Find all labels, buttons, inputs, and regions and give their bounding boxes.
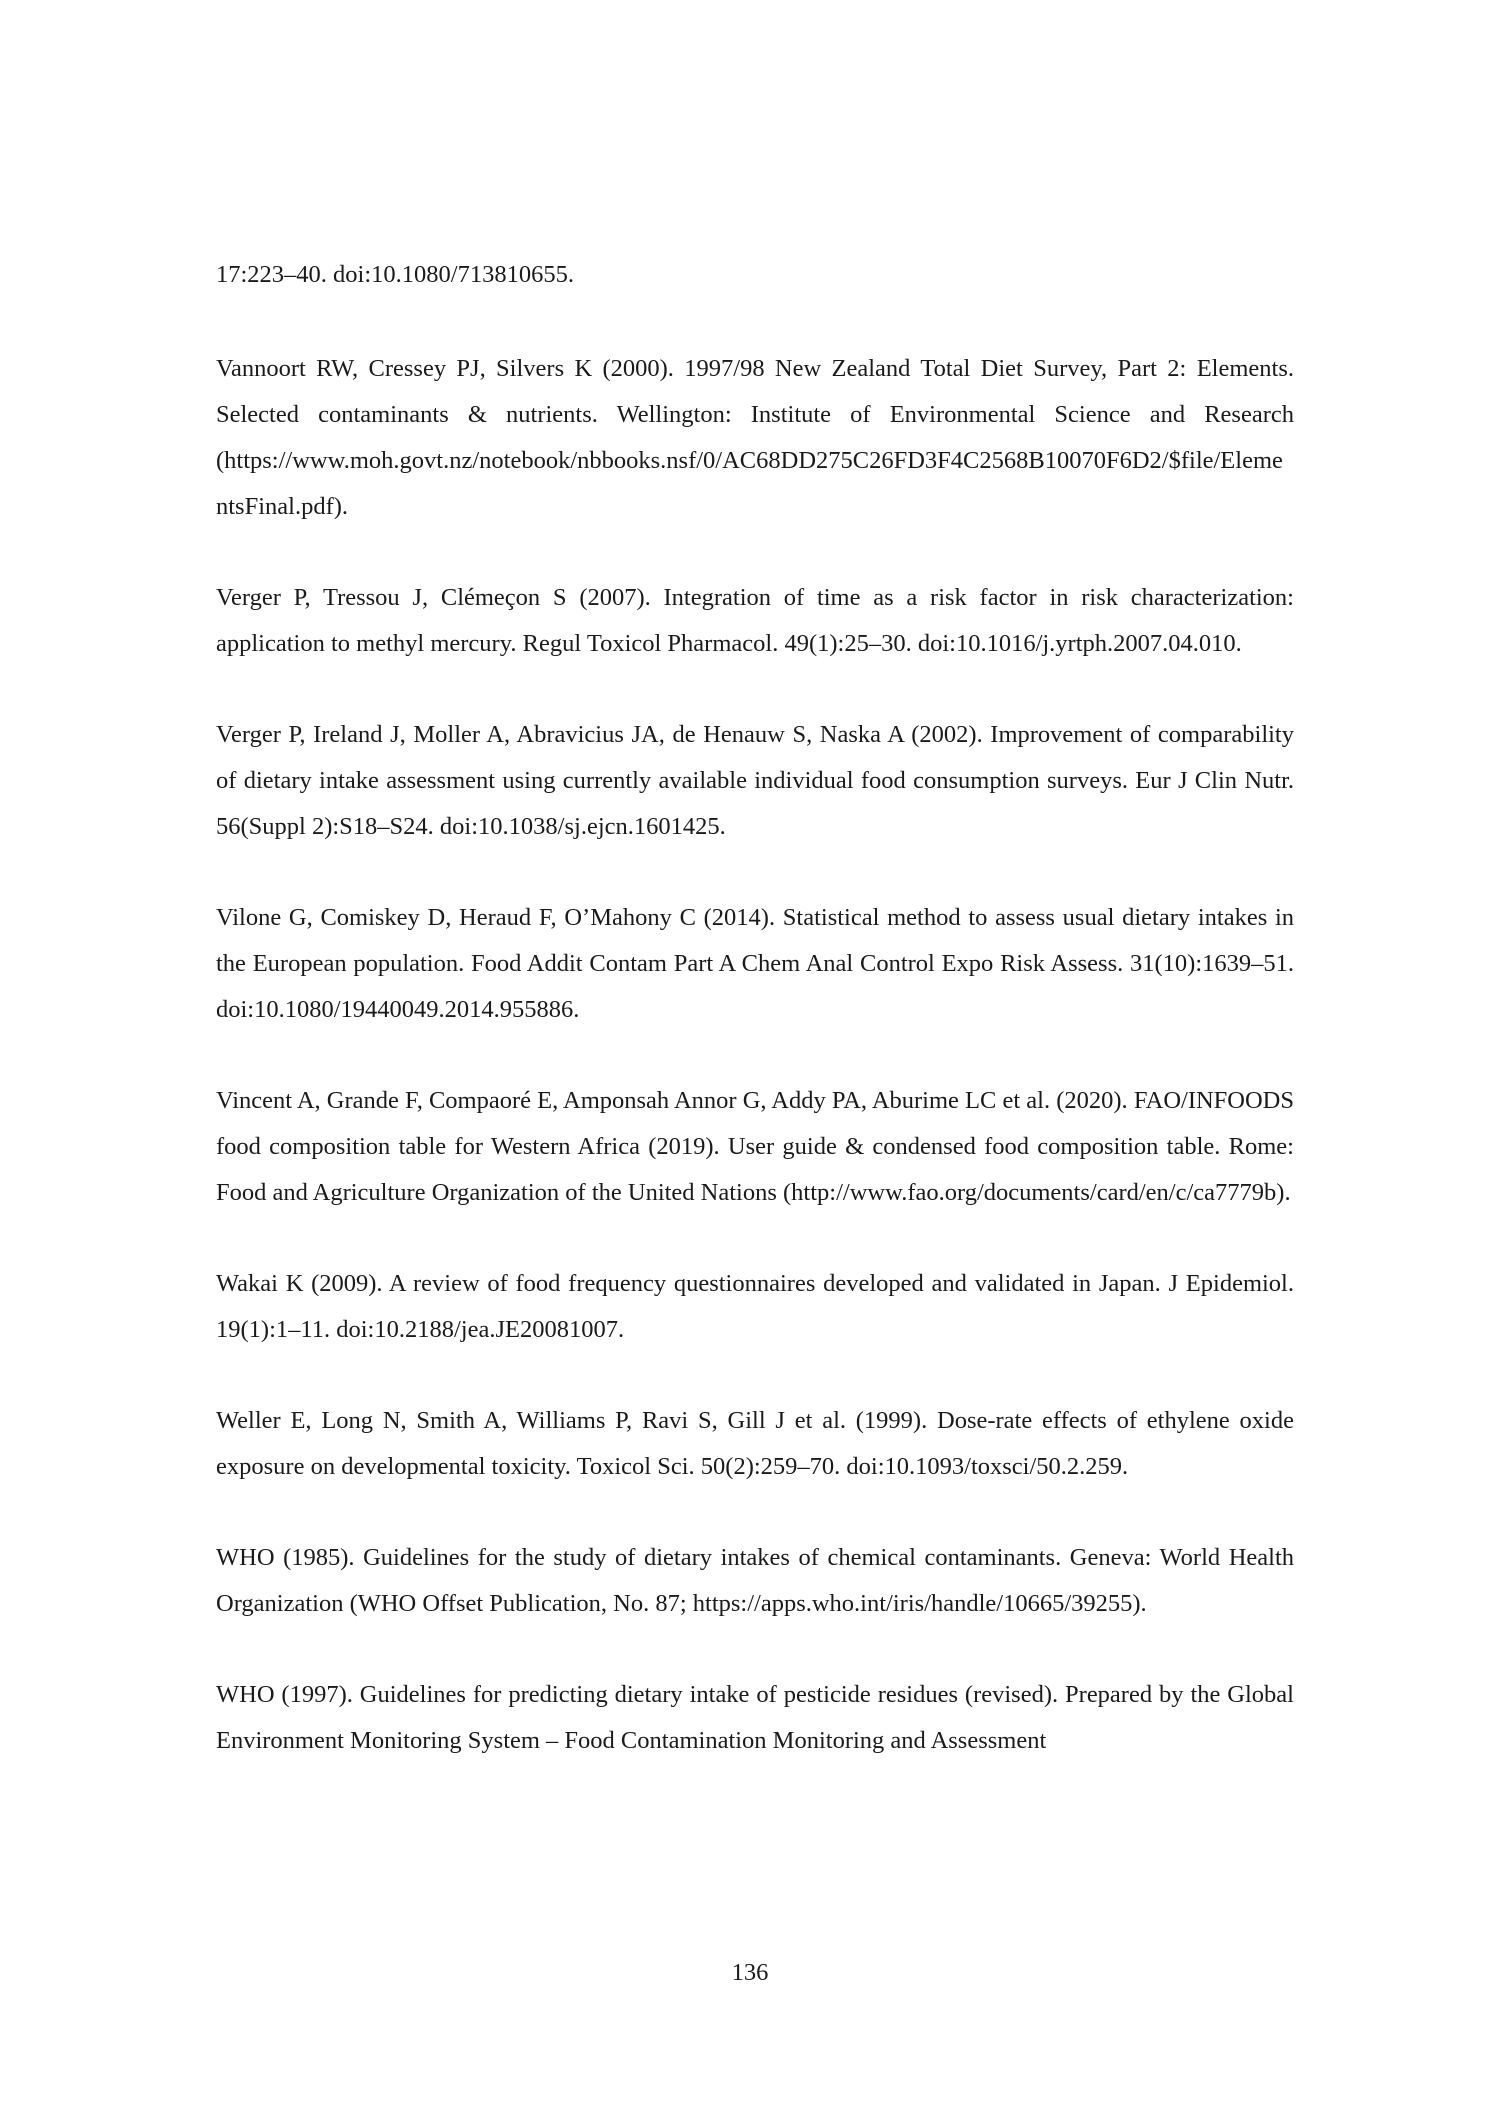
reference-entry: Vannoort RW, Cressey PJ, Silvers K (2000). 1997/98 New Zealand Total Diet Survey, Part 2: Elements. Selected contaminants & nutrients. Wellington: Institute of Environmental Science and Research (https://www.moh.govt.nz/notebook/nbbooks.nsf/0/AC68DD275C26FD3F4C2568B10070F6D2/$file/ElementsFinal.pdf). — [216, 355, 1294, 520]
reference-list — [216, 252, 1294, 1809]
reference-entry: Weller E, Long N, Smith A, Williams P, Ravi S, Gill J et al. (1999). Dose-rate effects of ethylene oxide exposure on developmental toxicity. Toxicol Sci. 50(2):259–70. doi:10.1093/toxsci/50.2.259. — [216, 1407, 1294, 1480]
reference-entry: WHO (1997). Guidelines for predicting dietary intake of pesticide residues (revised). Prepared by the Global Environment Monitoring System – Food Contamination Monitoring and Assessment — [216, 1681, 1294, 1754]
reference-entry: Vilone G, Comiskey D, Heraud F, O’Mahony C (2014). Statistical method to assess usual dietary intakes in the European population. Food Addit Contam Part A Chem Anal Control Expo Risk Assess. 31(10):1639–51. doi:10.1080/19440049.2014.955886. — [216, 904, 1294, 1023]
reference-entry: Wakai K (2009). A review of food frequency questionnaires developed and validated in Japan. J Epidemiol. 19(1):1–11. doi:10.2188/jea.JE20081007. — [216, 1270, 1294, 1343]
reference-entry: Vincent A, Grande F, Compaoré E, Amponsah Annor G, Addy PA, Aburime LC et al. (2020). FAO/INFOODS food composition table for Western Africa (2019). User guide & condensed food composition table. Rome: Food and Agriculture Organization of the United Nations (http://www.fao.org/documents/card/en/c/ca7779b). — [216, 1087, 1294, 1206]
reference-entry: Verger P, Tressou J, Clémeçon S (2007). Integration of time as a risk factor in risk characterization: application to methyl mercury. Regul Toxicol Pharmacol. 49(1):25–30. doi:10.1016/j.yrtph.2007.04.010. — [216, 584, 1294, 657]
page-number: 136 — [731, 1959, 769, 1986]
reference-entry: 17:223–40. doi:10.1080/713810655. — [216, 261, 574, 288]
reference-entry: WHO (1985). Guidelines for the study of dietary intakes of chemical contaminants. Geneva: World Health Organization (WHO Offset Publication, No. 87; https://apps.who.int/iris/handle/10665/39255). — [216, 1544, 1294, 1617]
reference-entry: Verger P, Ireland J, Moller A, Abravicius JA, de Henauw S, Naska A (2002). Improvement of comparability of dietary intake assessment using currently available individual food consumption surveys. Eur J Clin Nutr. 56(Suppl 2):S18–S24. doi:10.1038/sj.ejcn.1601425. — [216, 721, 1294, 840]
